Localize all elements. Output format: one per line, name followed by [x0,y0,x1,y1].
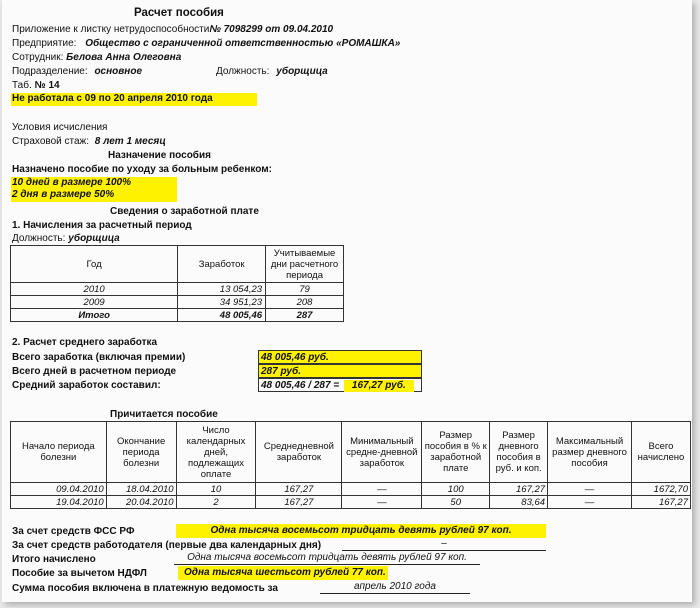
benefit-table-header [11,422,691,483]
position-line [216,66,328,78]
col-end-header: Окончание периода болезни [106,422,176,483]
conditions-title: Условия исчисления [12,122,108,133]
tab-number-value: № 14 [34,80,60,91]
insurance-value: 8 лет 1 месяц [94,136,166,147]
average-total-label: Всего заработка (включая премии) [12,352,186,363]
days-cell: 79 [266,283,344,296]
cell: 10 [176,483,256,496]
organization-line [12,38,400,50]
payroll-label: Сумма пособия включена в платежную ведомость за [12,583,278,594]
cell: 50 [422,496,490,509]
cell: 2 [176,496,256,509]
assignment-text: Назначено пособие по уходу за больным ребенком: [12,164,272,175]
table-row [11,483,691,496]
salary-position-label: Должность: [12,233,66,244]
net-label: Пособие за вычетом НДФЛ [12,568,147,579]
salary-table [10,245,344,322]
average-result-label: Средний заработок составил: [12,380,161,391]
attachment-value: № 7098299 от 09.04.2010 [209,24,334,35]
benefit-title: Причитается пособие [110,409,218,420]
earnings-cell: 34 951,23 [178,296,266,309]
salary-table-header [11,246,344,283]
cell: 167,27 [631,496,690,509]
col-avg-earnings-header: Среднедневной заработок [256,422,342,483]
table-row [11,296,344,309]
absence-period: Не работала с 09 по 20 апреля 2010 года [11,93,257,106]
insurance-label: Страховой стаж: [12,136,89,147]
cell: 1672,70 [631,483,690,496]
average-formula: 48 005,46 / 287 = [261,380,340,391]
salary-position-line [12,233,120,245]
payroll-value: апрель 2010 года [320,581,470,594]
assignment-line-1: 10 дней в размере 100% [12,177,132,188]
year-cell: 2009 [11,296,178,309]
cell: — [342,483,422,496]
insurance-line [12,136,166,148]
cell: 167,27 [490,483,548,496]
col-year-header: Год [11,246,178,283]
benefit-table [10,421,691,509]
cell: — [342,496,422,509]
col-total-header: Всего начислено [631,422,690,483]
cell: 19.04.2010 [11,496,107,509]
year-cell: 2010 [11,283,178,296]
salary-subtitle: 1. Начисления за расчетный период [12,220,192,231]
employee-value: Белова Анна Олеговна [66,52,182,63]
salary-title: Сведения о заработной плате [110,206,259,217]
organization-value: Общество с ограниченной ответственностью «РОМАШКА» [85,38,401,49]
tab-number-line [12,80,60,92]
col-earnings-header: Заработок [178,246,266,283]
days-cell: 287 [266,309,344,322]
col-percent-header: Размер пособия в % к заработной плате [422,422,490,483]
average-days-label: Всего дней в расчетном периоде [12,366,177,377]
cell: 100 [422,483,490,496]
earnings-cell: 13 054,23 [178,283,266,296]
employer-label: За счет средств работодателя (первые два календарных дня) [12,540,322,551]
average-title: 2. Расчет среднего заработка [12,337,158,348]
col-max-benefit-header: Максимальный размер дневного пособия [548,422,632,483]
col-days-header: Учитываемые дни расчетного периода [266,246,344,283]
total-label: Итого начислено [12,554,96,565]
employee-label: Сотрудник: [12,52,64,63]
col-daily-benefit-header: Размер дневного пособия в руб. и коп. [490,422,548,483]
document-sheet [2,0,692,602]
cell: — [548,496,632,509]
assignment-title: Назначение пособия [108,150,211,161]
cell: 167,27 [256,496,342,509]
average-days-value: 287 руб. [258,364,422,378]
fss-label: За счет средств ФСС РФ [12,526,135,537]
table-row [11,496,691,509]
attachment-label: Приложение к листку нетрудоспособности [12,24,210,35]
cell: — [548,483,632,496]
year-cell: Итого [11,309,178,322]
average-result-box [258,378,422,392]
salary-position-value: уборщица [68,233,120,244]
cell: 167,27 [256,483,342,496]
document-title: Расчет пособия [134,7,224,19]
days-cell: 208 [266,296,344,309]
earnings-cell: 48 005,46 [178,309,266,322]
col-start-header: Начало периода болезни [11,422,107,483]
department-label: Подразделение: [12,66,88,77]
average-result-value: 167,27 руб. [344,380,414,392]
average-total-value: 48 005,46 руб. [258,350,422,364]
department-line [12,66,142,78]
net-value: Одна тысяча шестьсот рублей 77 коп. [178,566,388,580]
table-row [11,283,344,296]
employer-value: – [342,538,546,551]
cell: 20.04.2010 [106,496,176,509]
organization-label: Предприятие: [12,38,77,49]
attachment-line [12,24,333,36]
assignment-line-2: 2 дня в размере 50% [12,189,115,200]
department-value: основное [94,66,143,77]
table-row-total [11,309,344,322]
col-min-earnings-header: Минимальный средне-дневной заработок [342,422,422,483]
fss-value: Одна тысяча восемьсот тридцать девять рублей 97 коп. [176,524,546,538]
assignment-lines [11,177,177,202]
total-value: Одна тысяча восемьсот тридцать девять рублей 97 коп. [174,552,480,565]
tab-number-label: Таб. [12,80,32,91]
position-label: Должность: [216,66,270,77]
cell: 18.04.2010 [106,483,176,496]
employee-line [12,52,181,64]
col-days-header: Число календарных дней, подлежащих оплате [176,422,256,483]
cell: 09.04.2010 [11,483,107,496]
position-value: уборщица [276,66,328,77]
cell: 83,64 [490,496,548,509]
